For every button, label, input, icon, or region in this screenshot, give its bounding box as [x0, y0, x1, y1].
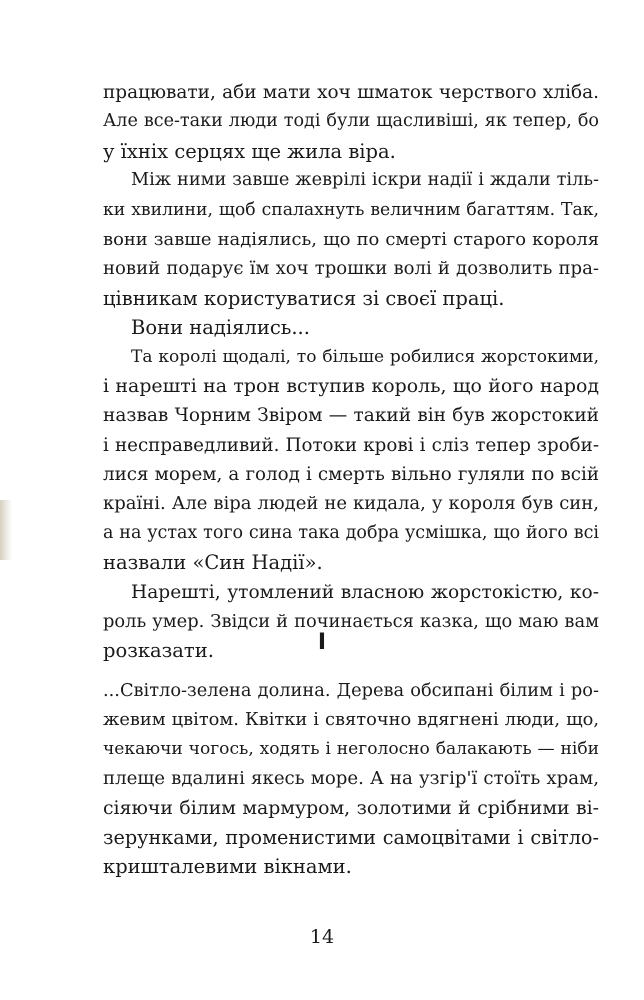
- text-line: і нарешті на трон вступив король, що його народ: [103, 374, 599, 397]
- chapter-heading: I: [317, 630, 327, 655]
- text-line: новий подарує їм хоч трошки волі й дозволить пра-: [103, 258, 599, 280]
- text-line: у їхніх серцях ще жила віра.: [103, 139, 396, 163]
- text-line: сіяючи білим мармуром, золотими й срібними ві-: [103, 797, 599, 819]
- text-line: Вони надіялись...: [131, 316, 310, 340]
- text-line: роль умер. Звідси й починається казка, що маю вам: [103, 611, 599, 633]
- text-line: Між ними завше жеврілі іскри надії і ждали тіль-: [131, 170, 599, 191]
- text-line: Нарешті, утомлений власною жорстокістю, ко-: [131, 581, 599, 603]
- page-number: 14: [309, 926, 335, 948]
- text-line: вони завше надіялись, що по смерті старого короля: [103, 228, 599, 250]
- text-line: назвали «Син Надії».: [103, 551, 323, 575]
- text-line: Та королі щодалі, то більше робилися жорстокими,: [131, 346, 599, 367]
- text-block-chapter-one: [103, 676, 599, 882]
- text-line: і несправедливий. Потоки крові і сліз тепер зроби-: [103, 434, 599, 456]
- text-line: ки хвилини, щоб спалахнуть величним багаттям. Так,: [103, 199, 599, 220]
- text-line: плеще вдалині якесь море. А на узгір'ї стоїть храм,: [103, 768, 599, 790]
- text-line: чекаючи чогось, ходять і неголосно балакають — ніби: [103, 738, 599, 759]
- text-line: цівникам користуватися зі своєї праці.: [103, 286, 505, 310]
- page-edge-shadow: [0, 500, 12, 560]
- text-block-intro: [103, 78, 599, 666]
- text-line: Але все-таки люди тоді були щасливіші, як тепер, бо: [103, 111, 599, 132]
- text-line: лися морем, а голод і смерть вільно гуляли по всій: [103, 464, 599, 486]
- text-line: ...Світло-зелена долина. Дерева обсипані білим і ро-: [103, 680, 599, 701]
- text-line: а на устах того сина така добра усмішка, що його всі: [103, 522, 599, 543]
- text-line: розказати.: [103, 639, 214, 663]
- text-line: назвав Чорним Звіром — такий він був жорстокий: [103, 405, 599, 427]
- text-line: кришталевими вікнами.: [103, 855, 352, 879]
- text-line: жевим цвітом. Квітки і святочно вдягнені люди, що,: [103, 709, 599, 731]
- text-line: працювати, аби мати хоч шматок черствого хліба.: [103, 82, 599, 103]
- text-line: країні. Але віра людей не кидала, у короля був син,: [103, 493, 599, 515]
- text-line: зерунками, променистими самоцвітами і світло-: [103, 825, 599, 849]
